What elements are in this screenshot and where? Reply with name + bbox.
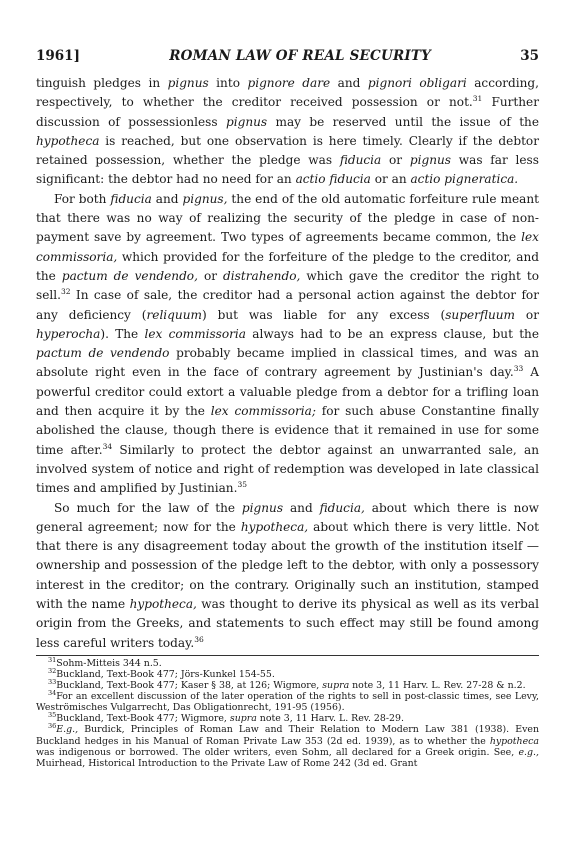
footnote [36, 724, 539, 768]
footnote [36, 691, 539, 713]
italic-term: pignori obligari [367, 76, 467, 90]
header-year: 1961] [36, 48, 80, 64]
text-run: In case of sale, the creditor had a personal action against the debtor for any deficiency ( [36, 288, 539, 322]
text-run: Further discussion of possessionless [36, 95, 539, 129]
italic-term: fiducia [339, 153, 382, 168]
footnote-ref: 33 [513, 364, 524, 374]
italic-term: distrahendo, [223, 268, 301, 283]
italic-term: pignus [167, 76, 209, 90]
paragraph [36, 74, 539, 190]
footnote-number: 31 [48, 655, 57, 664]
italic-term: superfluum [445, 307, 516, 322]
text-run: Buckland, Text-Book 477; Jörs-Kunkel 154-55. [56, 669, 275, 680]
italic-term: supra [322, 680, 350, 692]
italic-term: pignus [225, 114, 268, 129]
text-run: is reached, but one observation is here timely. Clearly if the debtor retained possession, whether the pledge was [36, 133, 539, 168]
paragraph [36, 499, 539, 653]
text-run: and [151, 191, 183, 206]
text-run: into [208, 76, 248, 90]
text-run: Sohm-Mitteis 344 n.5. [56, 657, 162, 669]
page-number: 35 [520, 48, 539, 64]
text-run: was thought to derive its physical as well as its verbal origin from the Greeks, and statements to such effect may still be found among less careful writers today. [36, 597, 539, 650]
italic-term: hypotheca, [240, 519, 309, 534]
italic-term: hyperocha [36, 326, 101, 341]
text-run: or an [370, 172, 411, 187]
text-run: Muirhead, Historical Introduction to the Private Law of Rome 242 (3d ed. Grant [36, 757, 418, 769]
italic-term: pactum de vendendo, [61, 268, 198, 283]
footnote [36, 677, 539, 692]
text-run: For both [54, 191, 111, 206]
footnote-ref: 36 [194, 634, 204, 644]
text-run: or [197, 268, 224, 283]
footnote-number: 32 [48, 666, 57, 675]
text-run: may be reserved until the issue of the [267, 114, 540, 129]
text-run: or [515, 307, 539, 322]
footnote-number: 35 [48, 711, 57, 720]
text-run: Buckland, Text-Book 477; Kaser § 38, at 126; Wigmore, [56, 680, 323, 692]
text-run: probably became implied in classical times, and was an absolute right even in the face of contrary agreement by Justinian's day. [36, 346, 539, 380]
italic-term: pactum de vendendo [36, 346, 170, 361]
text-run: the end of the old automatic forfeiture rule meant that there was no way of realizing the security of the pledge in case of non-payment save by agreement. Two types of agreements became common, the [36, 191, 540, 245]
text-run: was indigenous or borrowed. The older writers, even Sohm, all declared for a Greek origin. See, [36, 746, 519, 758]
footnote-ref: 31 [472, 94, 483, 104]
footnote-number: 33 [48, 677, 57, 686]
italic-term: hypotheca [489, 735, 539, 747]
text-run: and [283, 500, 320, 515]
italic-term: lex commissoria, [36, 230, 539, 264]
italic-term: hypotheca, [129, 597, 197, 612]
italic-term: fiducia [110, 191, 152, 206]
header-title: ROMAN LAW OF REAL SECURITY [169, 48, 431, 64]
text-run: which provided for the forfeiture of the pledge to the creditor, and the [36, 249, 539, 283]
text-run: Burdick, Principles of Roman Law and Their Relation to Modern Law 381 (1938). Even Buckland hedges in his Manual of Roman Private Law 353 (2d ed. 1939), as to whether the [36, 724, 539, 747]
footnote-ref: 35 [237, 480, 247, 490]
italic-term: actio pigneratica. [410, 172, 519, 187]
italic-term: reliquum [146, 307, 202, 322]
footnote-number: 36 [48, 722, 57, 731]
body-text [36, 74, 539, 653]
text-run: for such abuse Constantine finally abolished the clause, though there is evidence that it remained in use for some time after. [36, 404, 539, 457]
paragraph [36, 190, 539, 499]
text-run: A powerful creditor could extort a valuable pledge from a debtor for a trifling loan and then acquire it by the [36, 365, 539, 419]
italic-term: lex commissoria; [210, 404, 316, 419]
italic-term: pignus, [182, 191, 228, 206]
text-run: about which there is very little. Not that there is any disagreement today about the growth of the institution itself — ownership and possession of the pledge left to the debtor, with only a possessory interest in the creditor; on the contrary. Originally such an institution, stamped with the name [36, 519, 539, 612]
text-run: So much for the law of the [54, 500, 242, 515]
italic-term: supra [229, 713, 257, 725]
footnote [36, 713, 539, 724]
footnotes [36, 655, 539, 769]
text-run: about which there is now general agreement; now for the [36, 500, 539, 534]
footnote-ref: 34 [102, 441, 113, 451]
italic-term: pignore dare [247, 76, 331, 90]
footnote-number: 34 [48, 689, 57, 698]
italic-term: lex commissoria [144, 326, 247, 341]
italic-term: pignus [241, 500, 284, 515]
text-run: and [330, 76, 368, 90]
text-run: For an excellent discussion of the later operation of the rights to sell in post-classic times, see Levy, Weströmisches Vulgarrecht, Das Obligationrecht, 191-95 (1956). [36, 691, 539, 714]
italic-term: e.g., [518, 746, 539, 758]
italic-term: hypotheca [36, 133, 100, 148]
text-run: tinguish pledges in [36, 76, 168, 90]
text-run: Similarly to protect the debtor against an unwarranted sale, an involved system of notice and right of redemption was developed in late classical times and amplified by Justinian. [36, 442, 539, 496]
text-run: or [381, 153, 410, 168]
italic-term: fiducia, [319, 500, 365, 515]
text-run: note 3, 11 Harv. L. Rev. 28-29. [256, 713, 404, 725]
italic-term: pignus [409, 153, 451, 168]
footnote-ref: 32 [60, 287, 71, 297]
text-run: according, respectively, to whether the creditor received possession or not. [36, 76, 540, 110]
text-run: was far less significant: the debtor had no need for an [36, 153, 539, 187]
footnote [36, 655, 539, 669]
text-run: note 3, 11 Harv. L. Rev. 27-28 & n.2. [349, 680, 526, 692]
running-head [36, 48, 539, 64]
text-run: ). The [100, 326, 145, 341]
text-run: ) but was liable for any excess ( [201, 307, 446, 322]
text-run: always had to be an express clause, but the [246, 326, 540, 341]
text-run: Buckland, Text-Book 477; Wigmore, [56, 713, 230, 725]
italic-term: E.g., [56, 724, 79, 736]
italic-term: actio fiducia [295, 172, 371, 187]
footnote [36, 666, 539, 680]
text-run: which gave the creditor the right to sell. [36, 268, 539, 303]
